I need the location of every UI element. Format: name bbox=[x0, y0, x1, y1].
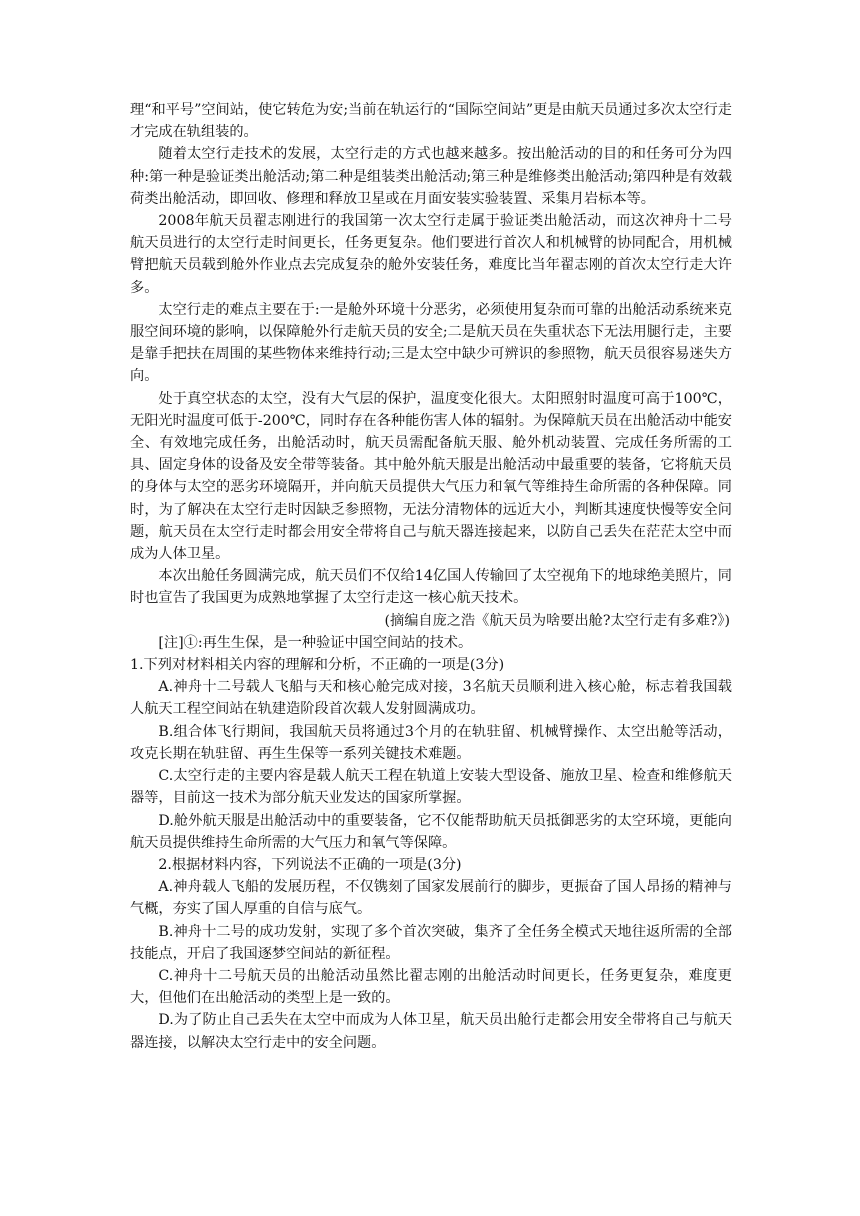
article-paragraph: 随着太空行走技术的发展，太空行走的方式也越来越多。按出舱活动的目的和任务可分为四种:第一种是验证类出舱活动;第二种是组装类出舱活动;第三种是维修类出舱活动;第四种是有效载荷类出舱活动，即回收、修理和释放卫星或在月面安装实验装置、采集月岩标本等。 bbox=[130, 146, 732, 207]
question-option: B.组合体飞行期间，我国航天员将通过3个月的在轨驻留、机械臂操作、太空出舱等活动，攻克长期在轨驻留、再生生保等一系列关键技术难题。 bbox=[130, 723, 732, 762]
question-option: B.神舟十二号的成功发射，实现了多个首次突破，集齐了全任务全模式天地往返所需的全部技能点，开启了我国逐梦空间站的新征程。 bbox=[130, 923, 732, 962]
question-option: C.神舟十二号航天员的出舱活动虽然比翟志刚的出舱活动时间更长，任务更复杂，难度更大，但他们在出舱活动的类型上是一致的。 bbox=[130, 967, 732, 1007]
question-option: A.神舟载人飞船的发展历程，不仅镌刻了国家发展前行的脚步，更振奋了国人昂扬的精神与气概，夯实了国人厚重的自信与底气。 bbox=[130, 879, 732, 918]
article-note: [注]①:再生生保，是一种验证中国空间站的技术。 bbox=[158, 634, 473, 651]
question-stem: 1.下列对材料相关内容的理解和分析，不正确的一项是(3分) bbox=[130, 657, 505, 674]
article-paragraph: 2008年航天员翟志刚进行的我国第一次太空行走属于验证类出舱活动，而这次神舟十二号航天员进行的太空行走时间更长，任务更复杂。他们要进行首次人和机械臂的协同配合，用机械臂把航天员载到舱外作业点去完成复杂的舱外安装任务，难度比当年翟志刚的首次太空行走大许多。 bbox=[130, 213, 732, 296]
question-option: D.为了防止自己丢失在太空中而成为人体卫星，航天员出舱行走都会用安全带将自己与航天器连接，以解决太空行走中的安全问题。 bbox=[130, 1012, 732, 1051]
article-paragraph: 处于真空状态的太空，没有大气层的保护，温度变化很大。太阳照射时温度可高于100℃，无阳光时温度可低于-200℃，同时存在各种能伤害人体的辐射。为保障航天员在出舱活动中能安全、有效地完成任务，出舱活动时，航天员需配备航天服、舱外机动装置、完成任务所需的工具、固定身体的设备及安全带等装备。其中舱外航天服是出舱活动中最重要的装备，它将航天员的身体与太空的恶劣环境隔开，并向航天员提供大气压力和氧气等维持生命所需的各种保障。同时，为了解决在太空行走时因缺乏参照物，无法分清物体的远近大小，判断其速度快慢等安全问题，航天员在太空行走时都会用安全带将自己与航天器连接起来，以防自己丢失在茫茫太空中而成为人体卫星。 bbox=[130, 390, 732, 563]
question-stem: 2.根据材料内容，下列说法不正确的一项是(3分) bbox=[158, 856, 462, 873]
article-source: (摘编自庞之浩《航天员为啥要出舱?太空行走有多难?》) bbox=[384, 612, 730, 629]
question-option: A.神舟十二号载人飞船与天和核心舱完成对接，3名航天员顺利进入核心舱，标志着我国载人航天工程空间站在轨建造阶段首次载人发射圆满成功。 bbox=[130, 679, 732, 718]
document-page bbox=[130, 99, 732, 1054]
article-paragraph: 太空行走的难点主要在于:一是舱外环境十分恶劣，必须使用复杂而可靠的出舱活动系统来克服空间环境的影响，以保障舱外行走航天员的安全;二是航天员在失重状态下无法用腿行走，主要是靠手把扶在周围的某些物体来维持行动;三是太空中缺少可辨识的参照物，航天员很容易迷失方向。 bbox=[130, 301, 732, 385]
question-option: D.舱外航天服是出舱活动中的重要装备，它不仅能帮助航天员抵御恶劣的太空环境，更能向航天员提供维持生命所需的大气压力和氧气等保障。 bbox=[130, 812, 732, 851]
article-paragraph: 理“和平号”空间站，使它转危为安;当前在轨运行的“国际空间站”更是由航天员通过多次太空行走才完成在轨组装的。 bbox=[130, 102, 732, 141]
question-option: C.太空行走的主要内容是载人航天工程在轨道上安装大型设备、施放卫星、检查和维修航天器等，目前这一技术为部分航天业发达的国家所掌握。 bbox=[130, 768, 732, 807]
article-paragraph: 本次出舱任务圆满完成，航天员们不仅给14亿国人传输回了太空视角下的地球绝美照片，同时也宣告了我国更为成熟地掌握了太空行走这一核心航天技术。 bbox=[130, 568, 732, 607]
